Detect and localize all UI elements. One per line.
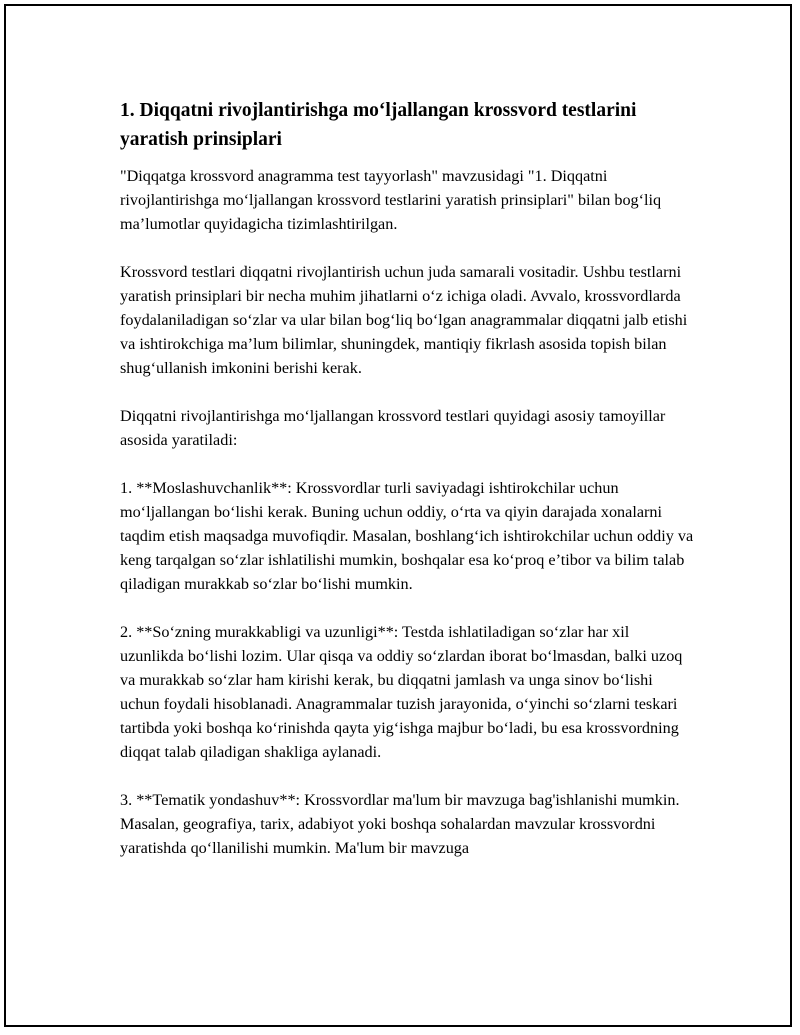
page-frame [4, 4, 792, 1027]
paragraph-principle-3: 3. **Tematik yondashuv**: Krossvordlar ma'lum bir mavzuga bag'ishlanishi mumkin. Masalan, geografiya, tarix, adabiyot yoki boshqa sohalardan mavzular krossvordni yaratishda qo‘llanilishi mumkin. Ma'lum bir mavzuga [120, 791, 680, 857]
paragraph-overview: Krossvord testlari diqqatni rivojlantirish uchun juda samarali vositadir. Ushbu testlarni yaratish prinsiplari bir necha muhim jihatlarni o‘z ichiga oladi. Avvalo, krossvordlarda foydalaniladigan so‘zlar va ular bilan bog‘liq bo‘lgan anagrammalar diqqatni jalb etishi va ishtirokchiga ma’lum bilimlar, shuningdek, mantiqiy fikrlash asosida topish bilan shug‘ullanish imkonini berishi kerak. [120, 263, 688, 377]
document-heading: 1. Diqqatni rivojlantirishga mo‘ljallangan krossvord testlarini yaratish prinsiplari [120, 100, 637, 150]
document-body [120, 96, 694, 884]
paragraph-principle-1: 1. **Moslashuvchanlik**: Krossvordlar turli saviyadagi ishtirokchilar uchun mo‘ljallangan bo‘lishi kerak. Buning uchun oddiy, o‘rta va qiyin darajada xonalarni taqdim etish maqsadga muvofiqdir. Masalan, boshlang‘ich ishtirokchilar uchun oddiy va keng tarqalgan so‘zlar ishlatilishi mumkin, boshqalar esa ko‘proq e’tibor va bilim talab qiladigan murakkab so‘zlar bo‘lishi mumkin. [120, 479, 694, 593]
paragraph-intro: "Diqqatga krossvord anagramma test tayyorlash" mavzusidagi "1. Diqqatni rivojlantirishga mo‘ljallangan krossvord testlarini yaratish prinsiplari" bilan bog‘liq ma’lumotlar quyidagicha tizimlashtirilgan. [120, 167, 662, 233]
paragraph-principle-2: 2. **So‘zning murakkabligi va uzunligi**: Testda ishlatiladigan so‘zlar har xil uzunlikda bo‘lishi lozim. Ular qisqa va oddiy so‘zlardan iborat bo‘lmasdan, balki uzoq va murakkab so‘zlar ham kirishi kerak, bu diqqatni jamlash va unga sinov bo‘lishi uchun foydali hisoblanadi. Anagrammalar tuzish jarayonida, o‘yinchi so‘zlarni teskari tartibda yoki boshqa ko‘rinishda qayta yig‘ishga majbur bo‘ladi, bu esa krossvordning diqqat talab qiladigan shakliga aylanadi. [120, 623, 683, 761]
paragraph-principles-intro: Diqqatni rivojlantirishga mo‘ljallangan krossvord testlari quyidagi asosiy tamoyillar asosida yaratiladi: [120, 407, 666, 449]
